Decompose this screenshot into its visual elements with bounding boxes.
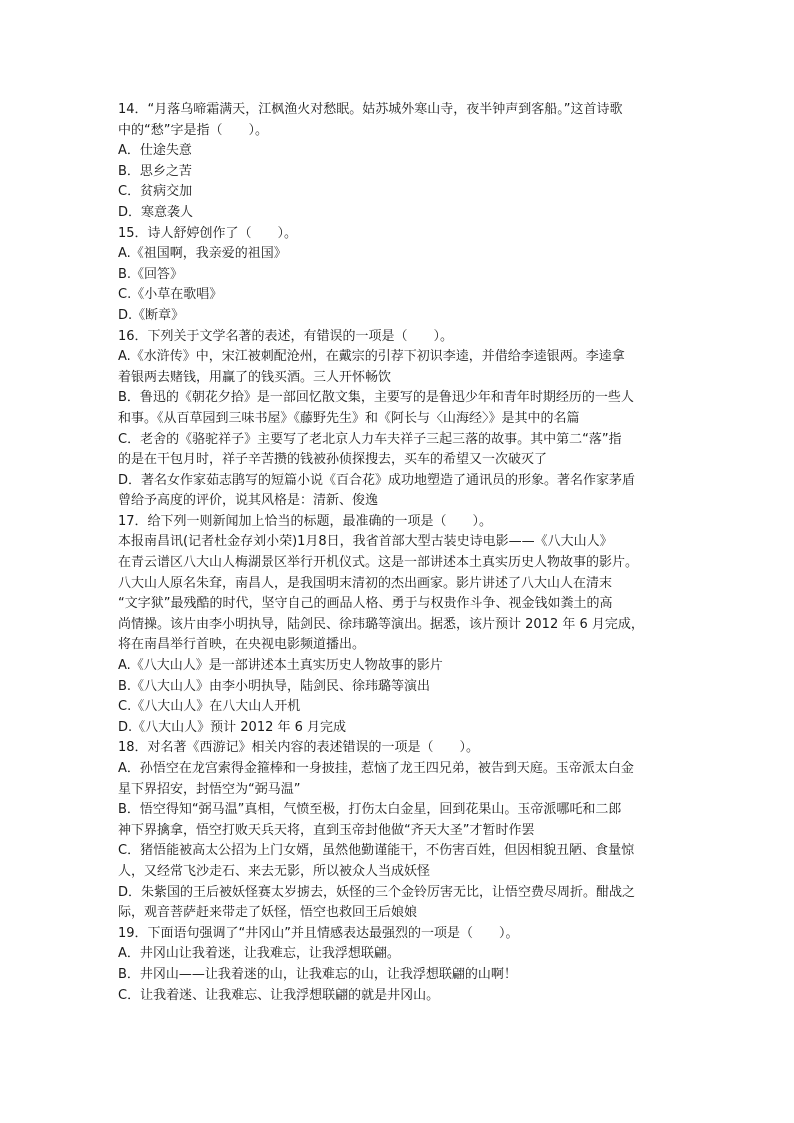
option-line: 和事。《从百草园到三味书屋》《藤野先生》和《阿长与〈山海经〉》是其中的名篇 [118, 410, 580, 426]
option-line: 的是在干包月时，祥子辛苦攒的钱被孙侦探搜去，买车的希望又一次破灭了 [118, 452, 548, 468]
option-line: D.《八大山人》预计 2012 年 6 月完成 [118, 719, 347, 735]
option-line: C．猪悟能被高太公招为上门女婿，虽然他勤谨能干，不伤害百姓，但因相貌丑陋、食量惊 [118, 843, 635, 859]
text-line: 16．下列关于文学名著的表述，有错误的一项是（ ）。 [118, 328, 454, 344]
option-line: A.《八大山人》是一部讲述本土真实历史人物故事的影片 [118, 658, 443, 674]
text-line: 17．给下列一则新闻加上恰当的标题，最准确的一项是（ ）。 [118, 513, 493, 529]
text-line: 18．对名著《西游记》相关内容的表述错误的一项是（ ）。 [118, 740, 480, 756]
option-line: D.《断章》 [118, 307, 185, 323]
option-line: B．井冈山——让我着迷的山，让我难忘的山，让我浮想联翩的山啊！ [118, 966, 517, 982]
option-line: C．贫病交加 [118, 184, 193, 200]
text-line: 八大山人原名朱耷，南昌人，是我国明末清初的杰出画家。影片讲述了八大山人在清末 [118, 575, 613, 591]
option-line: 际，观音菩萨赶来带走了妖怪，悟空也救回王后娘娘 [118, 905, 418, 921]
option-line: C．让我着迷、让我难忘、让我浮想联翩的就是井冈山。 [118, 987, 440, 1003]
text-line: 尚情操。该片由李小明执导，陆剑民、徐玮璐等演出。据悉，该片预计 2012 年 6 月完成， [118, 616, 644, 632]
text-line: 将在南昌举行首映，在央视电影频道播出。 [118, 637, 366, 653]
option-line: 星下界招安，封悟空为“弼马温” [118, 781, 301, 797]
option-line: B．悟空得知“弼马温”真相，气愤至极，打伤太白金星，回到花果山。玉帝派哪吒和二郎 [118, 802, 622, 818]
option-line: D．朱紫国的王后被妖怪赛太岁掳去，妖怪的三个金铃厉害无比，让悟空费尽周折。酣战之 [118, 884, 636, 900]
option-line: B.《回答》 [118, 266, 184, 282]
option-line: 神下界擒拿，悟空打败天兵天将，直到玉帝封他做“齐天大圣”才暂时作罢 [118, 822, 535, 838]
option-line: C.《八大山人》在八大山人开机 [118, 699, 301, 715]
text-line: 本报南昌讯(记者杜金存刘小荣)1月8日，我省首部大型古装史诗电影——《八大山人》 [118, 534, 613, 550]
text-line: “文字狱”最残酷的时代，坚守自己的画品人格、勇于与权贵作斗争、视金钱如粪土的高 [118, 596, 613, 612]
option-line: A.《水浒传》中，宋江被刺配沧州，在戴宗的引荐下初识李逵，并借给李逵银两。李逵拿 [118, 349, 625, 365]
option-line: D．寒意袭人 [118, 204, 194, 220]
option-line: A．井冈山让我着迷，让我难忘，让我浮想联翩。 [118, 946, 400, 962]
option-line: C．老舍的《骆驼祥子》主要写了老北京人力车夫祥子三起三落的故事。其中第二“落”指 [118, 431, 622, 447]
option-line: 人，又经常飞沙走石、来去无影，所以被众人当成妖怪 [118, 863, 431, 879]
option-line: A．仕途失意 [118, 143, 192, 159]
option-line: A.《祖国啊，我亲爱的祖国》 [118, 246, 287, 262]
option-line: A．孙悟空在龙宫索得金箍棒和一身披挂，惹恼了龙王四兄弟，被告到天庭。玉帝派太白金 [118, 761, 634, 776]
option-line: B．鲁迅的《朝花夕拾》是一部回忆散文集，主要写的是鲁迅少年和青年时期经历的一些人 [118, 390, 634, 406]
text-line: 14．“月落乌啼霜满天，江枫渔火对愁眠。姑苏城外寒山寺，夜半钟声到客船。”这首诗歌 [118, 102, 623, 117]
option-line: 曾给予高度的评价，说其风格是：清新、俊逸 [118, 493, 379, 509]
option-line: C.《小草在歌唱》 [118, 287, 223, 303]
document-page [118, 100, 678, 1006]
option-line: D．著名女作家茹志鹃写的短篇小说《百合花》成功地塑造了通讯员的形象。著名作家茅盾 [118, 472, 636, 488]
text-line: 15．诗人舒婷创作了（ ）。 [118, 225, 298, 241]
text-line: 中的“愁”字是指（ ）。 [118, 122, 268, 138]
option-line: B．思乡之苦 [118, 163, 192, 179]
text-line: 在青云谱区八大山人梅湖景区举行开机仪式。这是一部讲述本土真实历史人物故事的影片。 [118, 555, 639, 571]
text-line: 19．下面语句强调了“井冈山”并且情感表达最强烈的一项是（ ）。 [118, 925, 519, 941]
option-line: 着银两去赌钱，用赢了的钱买酒。三人开怀畅饮 [118, 369, 392, 385]
option-line: B.《八大山人》由李小明执导，陆剑民、徐玮璐等演出 [118, 678, 431, 694]
